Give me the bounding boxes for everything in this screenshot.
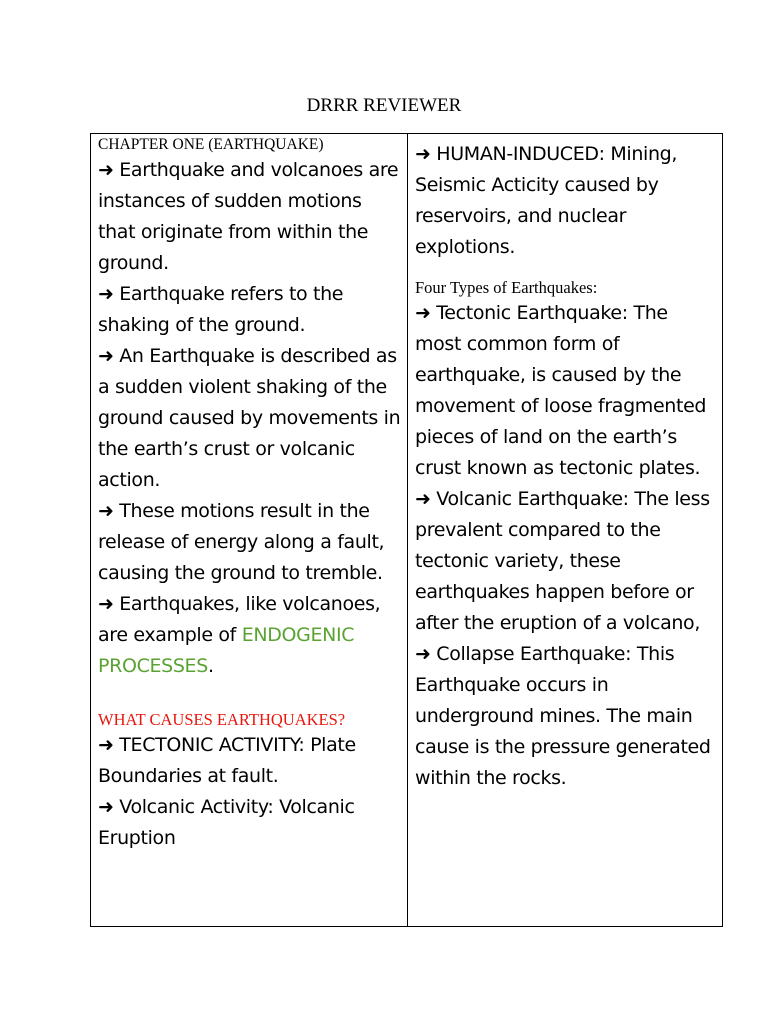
human-induced-text: HUMAN-INDUCED: Mining, Seismic Acticity caused by reservoirs, and nuclear explotions. <box>415 143 678 258</box>
arrow-icon: ➜ <box>98 796 114 818</box>
bullet-item <box>98 589 402 682</box>
bullet-text: These motions result in the release of energy along a fault, causing the ground to tremble. <box>98 500 385 584</box>
bullet-item <box>98 341 402 496</box>
arrow-icon: ➜ <box>415 143 431 165</box>
type-item <box>415 639 719 794</box>
cause-text: TECTONIC ACTIVITY: Plate Boundaries at fault. <box>98 734 356 787</box>
causes-heading: WHAT CAUSES EARTHQUAKES? <box>98 710 346 729</box>
left-column <box>91 134 408 926</box>
chapter-heading: CHAPTER ONE (EARTHQUAKE) <box>98 136 324 153</box>
document-title: DRRR REVIEWER <box>306 95 462 116</box>
bullet-text: Earthquake and volcanoes are instances of sudden motions that originate from within the ground. <box>98 159 399 274</box>
endogenic-term: ENDOGENIC PROCESSES <box>98 624 355 677</box>
bullet-item <box>98 279 402 341</box>
bullet-text: An Earthquake is described as a sudden violent shaking of the ground caused by movements in the earth’s crust or volcanic action. <box>98 345 401 491</box>
arrow-icon: ➜ <box>415 488 431 510</box>
right-column <box>408 134 723 926</box>
arrow-icon: ➜ <box>98 593 114 615</box>
arrow-icon: ➜ <box>415 302 431 324</box>
type-text: Tectonic Earthquake: The most common form of earthquake, is caused by the movement of loose fragmented pieces of land on the earth’s crust known as tectonic plates. <box>415 302 707 479</box>
type-text: Volcanic Earthquake: The less prevalent compared to the tectonic variety, these earthquakes happen before or after the eruption of a volcano, <box>415 488 710 634</box>
bullet-item <box>98 496 402 589</box>
cause-item <box>98 792 402 854</box>
type-item <box>415 298 719 484</box>
human-induced-item <box>415 139 719 263</box>
arrow-icon: ➜ <box>98 500 114 522</box>
bullet-text: Earthquake refers to the shaking of the ground. <box>98 283 344 336</box>
arrow-icon: ➜ <box>415 643 431 665</box>
arrow-icon: ➜ <box>98 734 114 756</box>
endogenic-period: . <box>207 655 214 677</box>
arrow-icon: ➜ <box>98 283 114 305</box>
type-item <box>415 484 719 639</box>
cause-item <box>98 730 402 792</box>
reviewer-table <box>90 133 723 927</box>
cause-text: Volcanic Activity: Volcanic Eruption <box>98 796 355 849</box>
arrow-icon: ➜ <box>98 345 114 367</box>
type-text: Collapse Earthquake: This Earthquake occurs in underground mines. The main cause is the pressure generated within the rocks. <box>415 643 711 789</box>
bullet-text: Earthquakes, like volcanoes, are example of <box>98 593 381 646</box>
types-heading: Four Types of Earthquakes: <box>415 278 598 297</box>
bullet-item <box>98 155 402 279</box>
arrow-icon: ➜ <box>98 159 114 181</box>
